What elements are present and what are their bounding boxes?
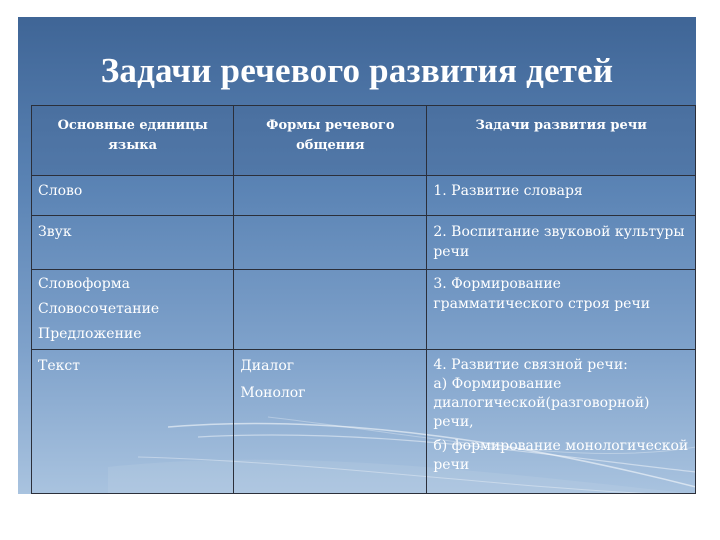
cell-forms	[234, 350, 427, 494]
table-row	[32, 216, 696, 270]
cell-forms	[234, 176, 427, 216]
header-cell-tasks: Задачи развития речи	[427, 106, 696, 176]
unit-item: Словоформа	[38, 276, 130, 292]
task-item: 3. Формирование грамматического строя речи	[433, 276, 651, 312]
cell-units	[32, 270, 234, 350]
header-cell-units: Основные единицы языка	[32, 106, 234, 176]
cell-tasks	[427, 176, 696, 216]
cell-tasks	[427, 350, 696, 494]
table-header-row	[32, 106, 696, 176]
table-row	[32, 270, 696, 350]
task-item: б) формирование монологической речи	[433, 438, 689, 473]
cell-units	[32, 176, 234, 216]
cell-tasks	[427, 216, 696, 270]
task-item: 1. Развитие словаря	[433, 183, 583, 199]
cell-forms	[234, 270, 427, 350]
unit-item: Предложение	[38, 326, 142, 342]
task-item: 4. Развитие связной речи:	[433, 357, 628, 373]
table-row	[32, 350, 696, 494]
form-item: Монолог	[240, 385, 306, 401]
form-item: Диалог	[240, 358, 295, 374]
cell-units	[32, 216, 234, 270]
task-item: 2. Воспитание звуковой культуры речи	[433, 224, 685, 260]
cell-units	[32, 350, 234, 494]
cell-forms	[234, 216, 427, 270]
tasks-table	[31, 105, 696, 494]
cell-tasks	[427, 270, 696, 350]
unit-item: Текст	[38, 358, 80, 374]
task-item: а) Формирование диалогической(разговорной) речи,	[433, 376, 650, 430]
unit-item: Словосочетание	[38, 301, 160, 317]
slide	[18, 17, 696, 494]
header-cell-forms: Формы речевого общения	[234, 106, 427, 176]
slide-title: Задачи речевого развития детей	[100, 51, 614, 90]
unit-item: Звук	[38, 224, 72, 240]
unit-item: Слово	[38, 183, 83, 199]
table-row	[32, 176, 696, 216]
